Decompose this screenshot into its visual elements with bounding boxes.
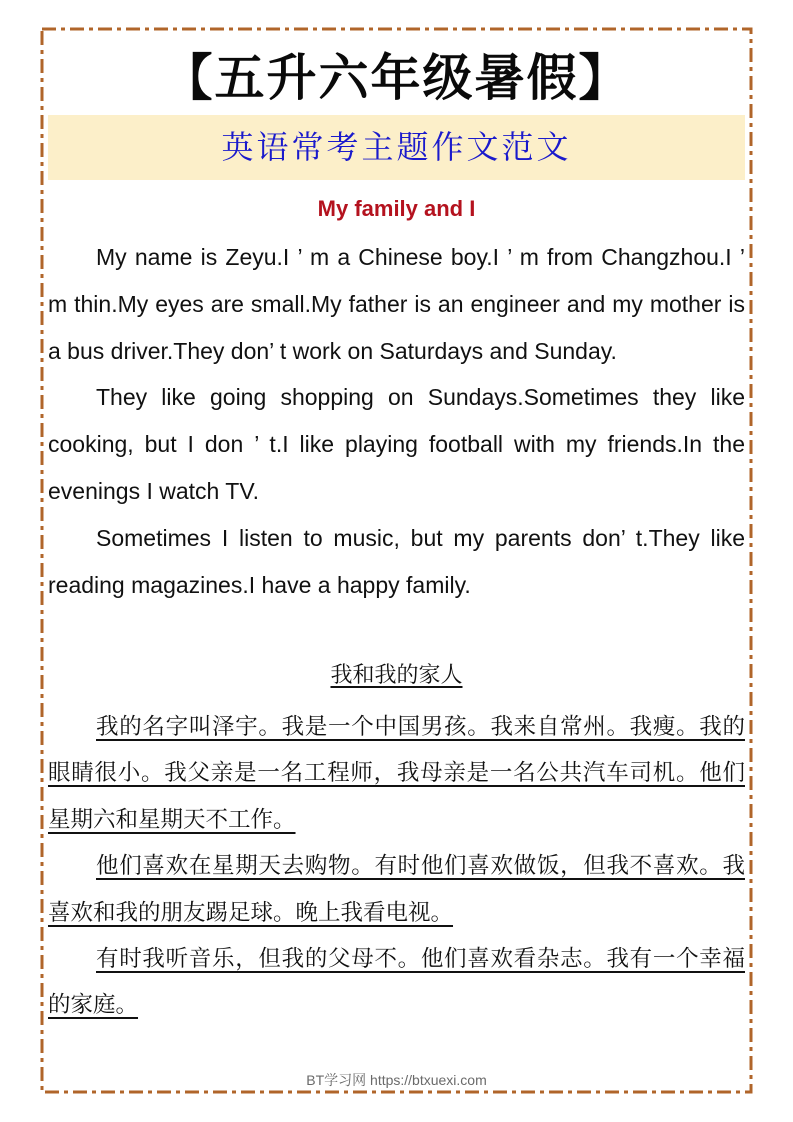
english-paragraph-1: My name is Zeyu.I ’ m a Chinese boy.I ’ m from Changzhou.I ’ m thin.My eyes are small.My father is an engineer and my mother is a bus driver.They don’ t work on Saturdays and Sunday. bbox=[48, 244, 745, 364]
english-paragraph-2: They like going shopping on Sundays.Sometimes they like cooking, but I don ’ t.I like playing football with my friends.In the evenings I watch TV. bbox=[48, 384, 745, 504]
chinese-paragraph-3-text: 有时我听音乐，但我的父母不。他们喜欢看杂志。我有一个幸福的家庭。 bbox=[48, 946, 745, 1018]
chinese-paragraph-1-text: 我的名字叫泽宇。我是一个中国男孩。我来自常州。我瘦。我的眼睛很小。我父亲是一名工程师，我母亲是一名公共汽车司机。他们星期六和星期天不工作。 bbox=[48, 714, 745, 832]
subtitle-band bbox=[48, 115, 745, 180]
footer-watermark: BT学习网 https://btxuexi.com bbox=[306, 1072, 487, 1088]
page-title: 【五升六年级暑假】 bbox=[162, 48, 631, 107]
chinese-translation-body bbox=[48, 704, 745, 1029]
chinese-paragraph-3 bbox=[48, 936, 745, 1029]
english-essay-body bbox=[48, 234, 745, 608]
english-essay-heading: My family and I bbox=[317, 196, 476, 221]
chinese-paragraph-2-text: 他们喜欢在星期天去购物。有时他们喜欢做饭，但我不喜欢。我喜欢和我的朋友踢足球。晚上我看电视。 bbox=[48, 853, 745, 925]
chinese-heading-text: 我和我的家人 bbox=[330, 662, 463, 687]
chinese-paragraph-1 bbox=[48, 704, 745, 843]
chinese-paragraph-2 bbox=[48, 843, 745, 936]
english-paragraph-3: Sometimes I listen to music, but my parents don’ t.They like reading magazines.I have a happy family. bbox=[48, 524, 745, 598]
page-frame bbox=[41, 28, 752, 1093]
page-subtitle: 英语常考主题作文范文 bbox=[221, 128, 572, 166]
chinese-translation-heading bbox=[41, 660, 752, 690]
